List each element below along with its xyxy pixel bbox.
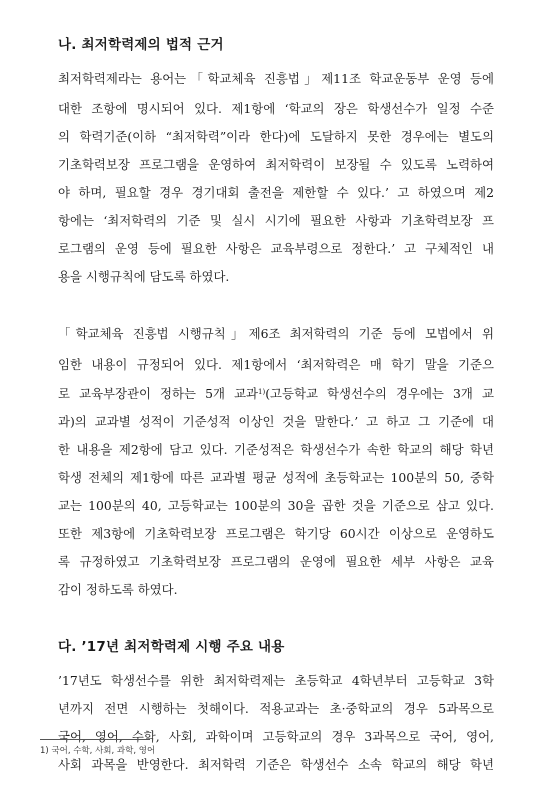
paragraph-line: 감이 정하도록 하였다. bbox=[58, 582, 178, 597]
paragraph-line: ’17년도 학생선수를 위한 최저학력제는 초등학교 4학년부터 고등학교 3학 bbox=[58, 673, 494, 688]
paragraph-line: 년까지 전면 시행하는 첫해이다. 적용교과는 초·중학교의 경우 5과목으로 bbox=[58, 701, 494, 716]
paragraph-line: 록 규정하였고 기초학력보장 프로그램의 운영에 필요한 세부 사항은 교육 bbox=[58, 554, 494, 569]
footnote: 1) 국어, 수학, 사회, 과학, 영어 bbox=[40, 746, 156, 756]
paragraph-line: 최저학력제라는 용어는「학교체육 진흥법」제11조 학교운동부 운영 등에 bbox=[58, 71, 494, 86]
paragraph-line: 사회 과목을 반영한다. 최저학력 기준은 학생선수 소속 학교의 해당 학년 bbox=[58, 757, 494, 772]
paragraph-line: 기초학력보장 프로그램을 운영하여 최저학력이 보장될 수 있도록 노력하여 bbox=[58, 157, 494, 172]
paragraph-line: 임한 내용이 규정되어 있다. 제1항에서 ‘최저학력은 매 학기 말을 기준으 bbox=[58, 357, 494, 372]
paragraph-line: 한 내용을 제2항에 담고 있다. 기준성적은 학생선수가 속한 학교의 해당 학년 bbox=[58, 442, 494, 457]
footnote-divider bbox=[40, 739, 150, 740]
paragraph-line: 대한 조항에 명시되어 있다. 제1항에 ‘학교의 장은 학생선수가 일정 수준 bbox=[58, 101, 494, 116]
section-heading-legal-basis: 나. 최저학력제의 법적 근거 bbox=[58, 37, 224, 53]
paragraph-line: 국어, 영어, 수학, 사회, 과학이며 고등학교의 경우 3과목으로 국어, 영어, bbox=[58, 729, 494, 744]
paragraph-line: 「학교체육 진흥법 시행규칙」제6조 최저학력의 기준 등에 모법에서 위 bbox=[58, 326, 494, 341]
section-heading-2017-implementation: 다. ’17년 최저학력제 시행 주요 내용 bbox=[58, 639, 285, 655]
paragraph-line: 의 학력기준(이하 “최저학력”이라 한다)에 도달하지 못한 경우에는 별도의 bbox=[58, 129, 494, 144]
paragraph-line: 용을 시행규칙에 담도록 하였다. bbox=[58, 269, 230, 284]
text-segment: (고등학교 학생선수의 경우에는 3개 교 bbox=[265, 386, 494, 401]
paragraph-line: 로그램의 운영 등에 필요한 사항은 교육부령으로 정한다.’ 고 구체적인 내 bbox=[58, 241, 494, 256]
paragraph-line: 또한 제3항에 기초학력보장 프로그램은 학기당 60시간 이상으로 운영하도 bbox=[58, 526, 494, 541]
paragraph-line-with-footnote bbox=[58, 386, 494, 402]
paragraph-line: 학생 전체의 제1항에 따른 교과별 평균 성적에 초등학교는 100분의 50, 중학 bbox=[58, 470, 494, 485]
paragraph-line: 야 하며, 필요할 경우 경기대회 출전을 제한할 수 있다.’ 고 하였으며 제2 bbox=[58, 185, 494, 200]
paragraph-line: 항에는 ‘최저학력의 기준 및 실시 시기에 필요한 사항과 기초학력보장 프 bbox=[58, 213, 494, 228]
paragraph-line: 과)의 교과별 성적이 기준성적 이상인 것을 말한다.’ 고 하고 그 기준에 대 bbox=[58, 414, 494, 429]
text-segment: 로 교육부장관이 정하는 5개 교과 bbox=[58, 386, 259, 401]
footnote-reference[interactable]: 1) bbox=[258, 388, 266, 396]
paragraph-line: 교는 100분의 40, 고등학교는 100분의 30을 곱한 것을 기준으로 삼고 있다. bbox=[58, 498, 494, 513]
